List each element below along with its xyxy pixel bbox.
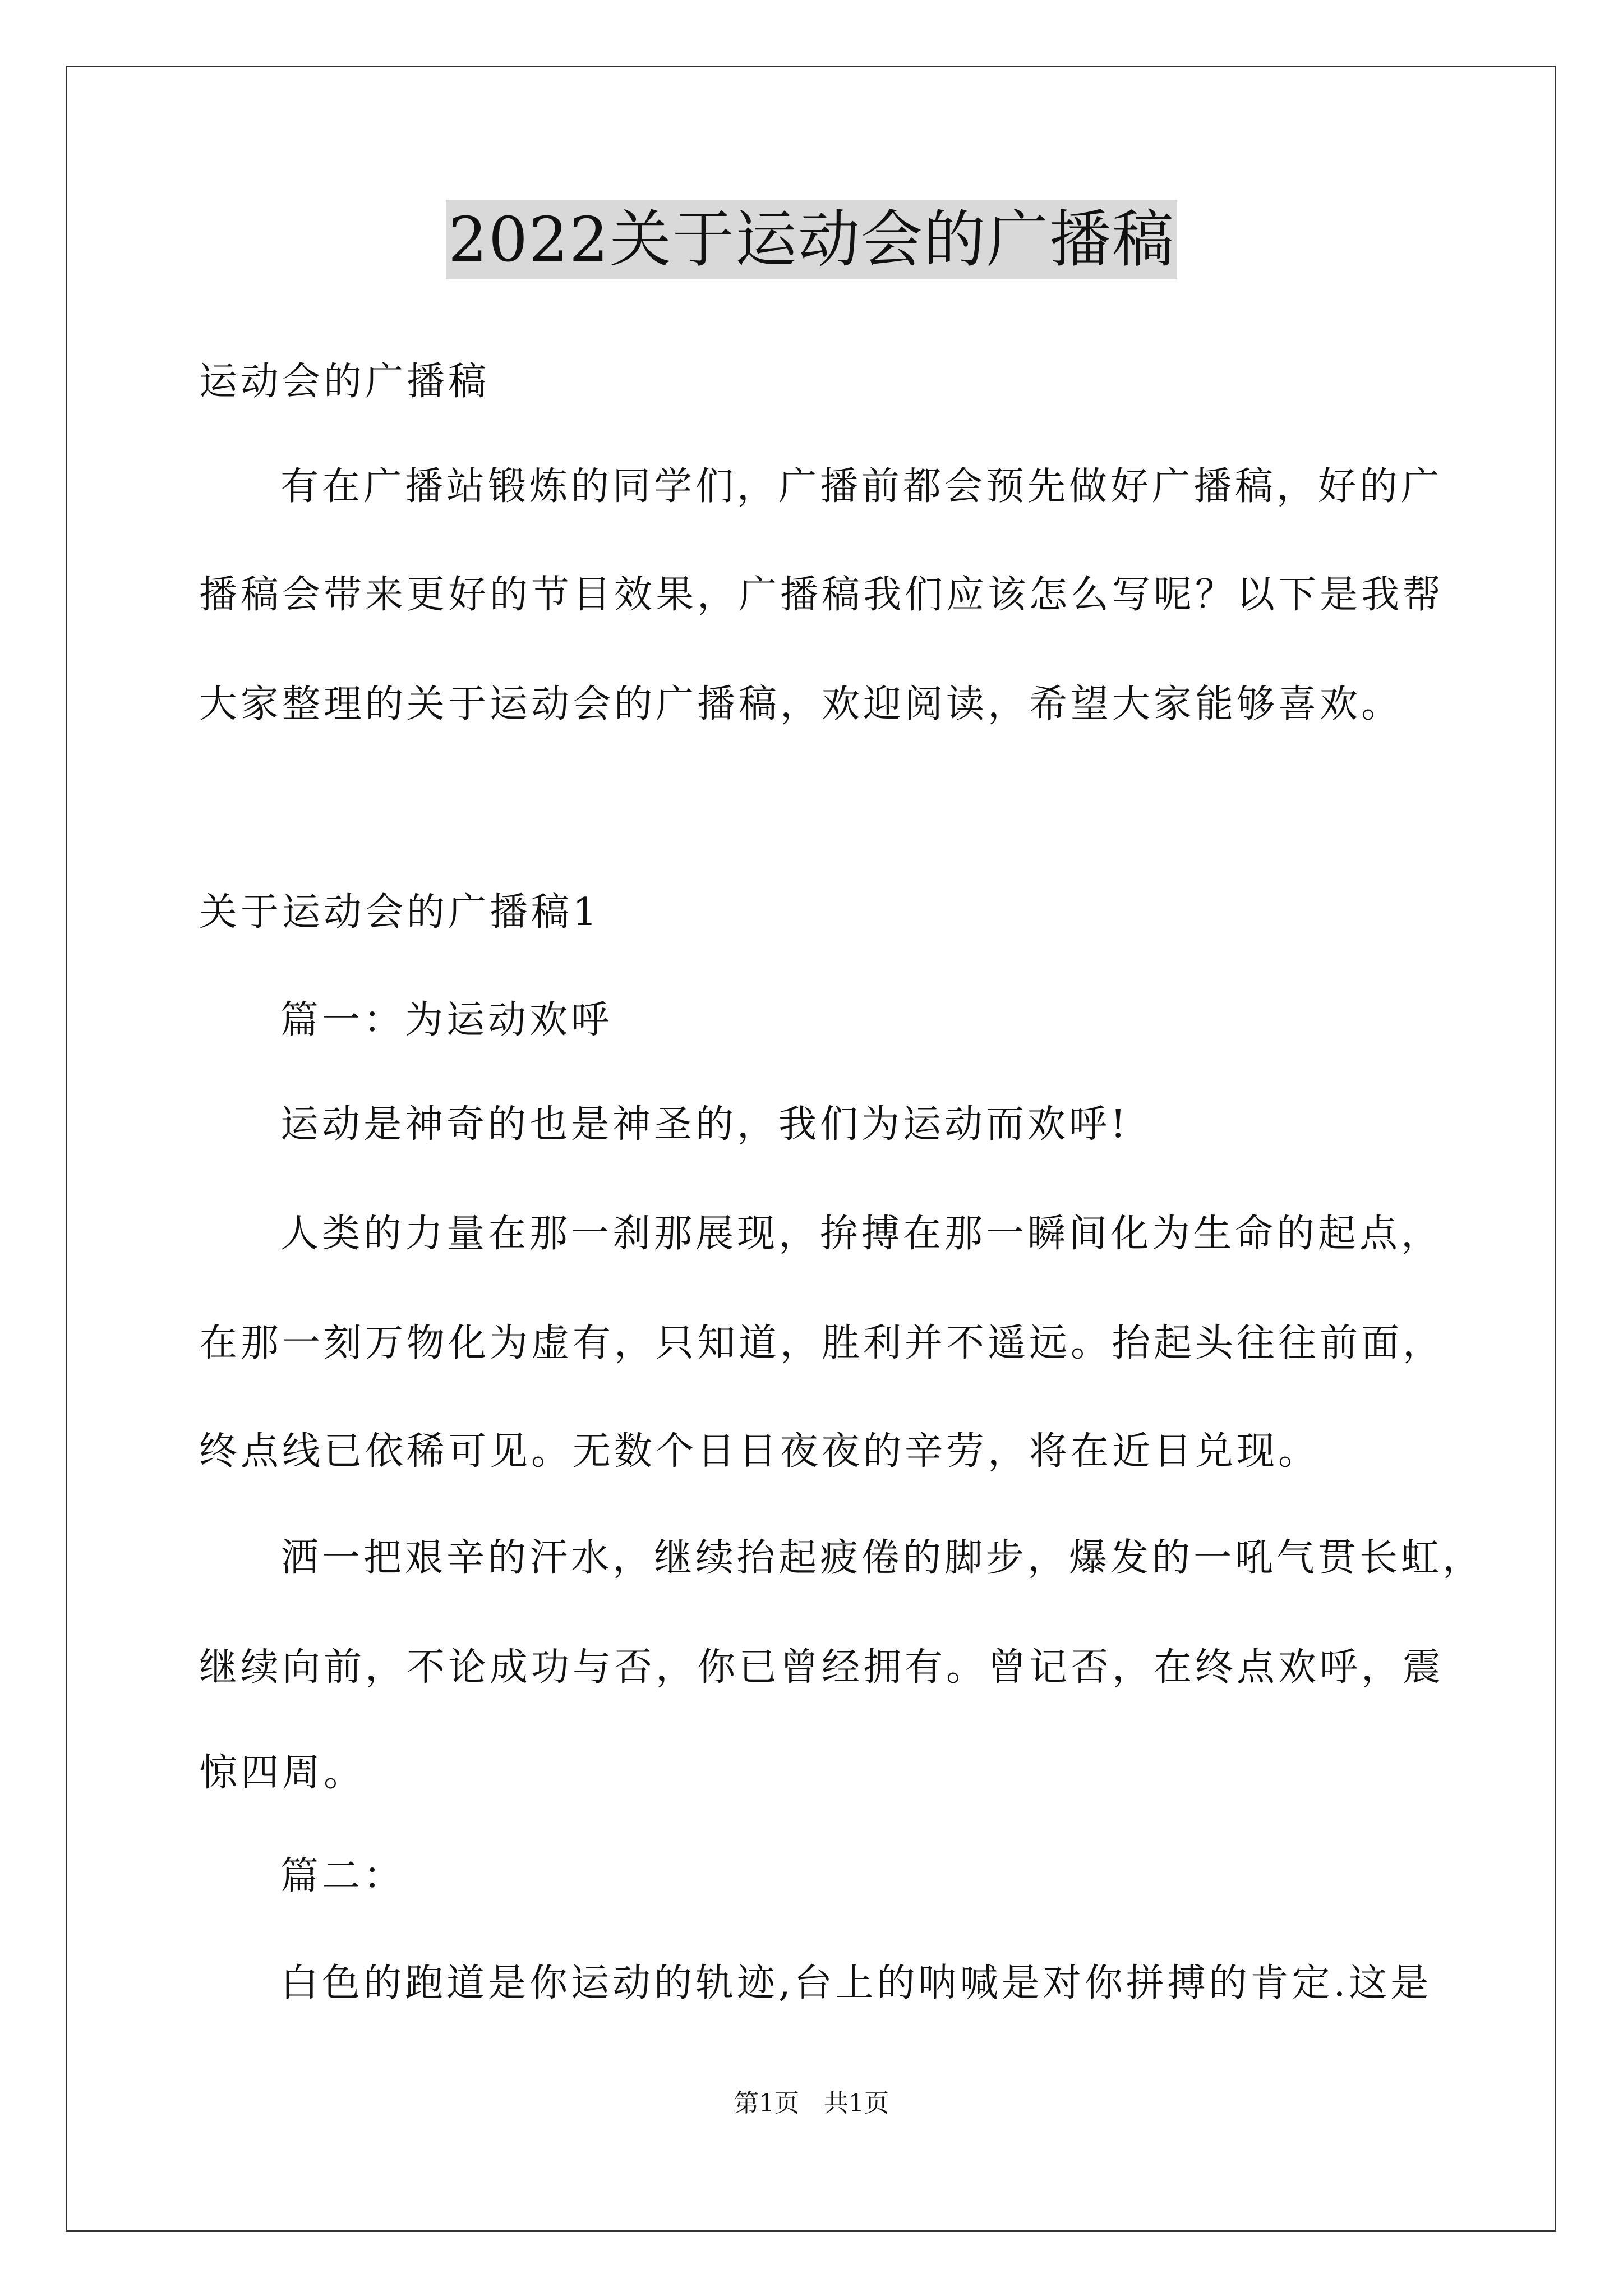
paragraph-line: 洒一把艰辛的汗水，继续抬起疲倦的脚步，爆发的一吼气贯长虹， bbox=[280, 1536, 1484, 1580]
paragraph-line: 在那一刻万物化为虚有，只知道，胜利并不遥远。抬起头往往前面， bbox=[199, 1321, 1445, 1365]
paragraph-line: 大家整理的关于运动会的广播稿，欢迎阅读，希望大家能够喜欢。 bbox=[199, 682, 1403, 726]
subsection-heading: 篇一：为运动欢呼 bbox=[280, 998, 613, 1042]
paragraph-line: 有在广播站锻炼的同学们，广播前都会预先做好广播稿，好的广 bbox=[280, 464, 1443, 509]
paragraph-line: 运动是神奇的也是神圣的，我们为运动而欢呼! bbox=[280, 1102, 1129, 1147]
paragraph-line: 继续向前，不论成功与否，你已曾经拥有。曾记否，在终点欢呼，震 bbox=[199, 1645, 1445, 1690]
paragraph-line: 白色的跑道是你运动的轨迹,台上的呐喊是对你拼搏的肯定.这是 bbox=[280, 1961, 1432, 2005]
paragraph-line: 播稿会带来更好的节目效果，广播稿我们应该怎么写呢？以下是我帮 bbox=[199, 573, 1445, 617]
section-heading: 关于运动会的广播稿1 bbox=[199, 890, 601, 935]
title-wrap bbox=[0, 200, 1623, 279]
paragraph-line: 惊四周。 bbox=[199, 1751, 366, 1795]
paragraph-line: 终点线已依稀可见。无数个日日夜夜的辛劳，将在近日兑现。 bbox=[199, 1429, 1320, 1474]
page-footer: 第1页 共1页 bbox=[734, 2089, 889, 2118]
document-title: 2022关于运动会的广播稿 bbox=[446, 200, 1177, 279]
paragraph-line: 人类的力量在那一刹那展现，拚搏在那一瞬间化为生命的起点， bbox=[280, 1212, 1443, 1256]
subsection-heading: 篇二： bbox=[280, 1854, 405, 1898]
section-heading: 运动会的广播稿 bbox=[199, 360, 490, 404]
